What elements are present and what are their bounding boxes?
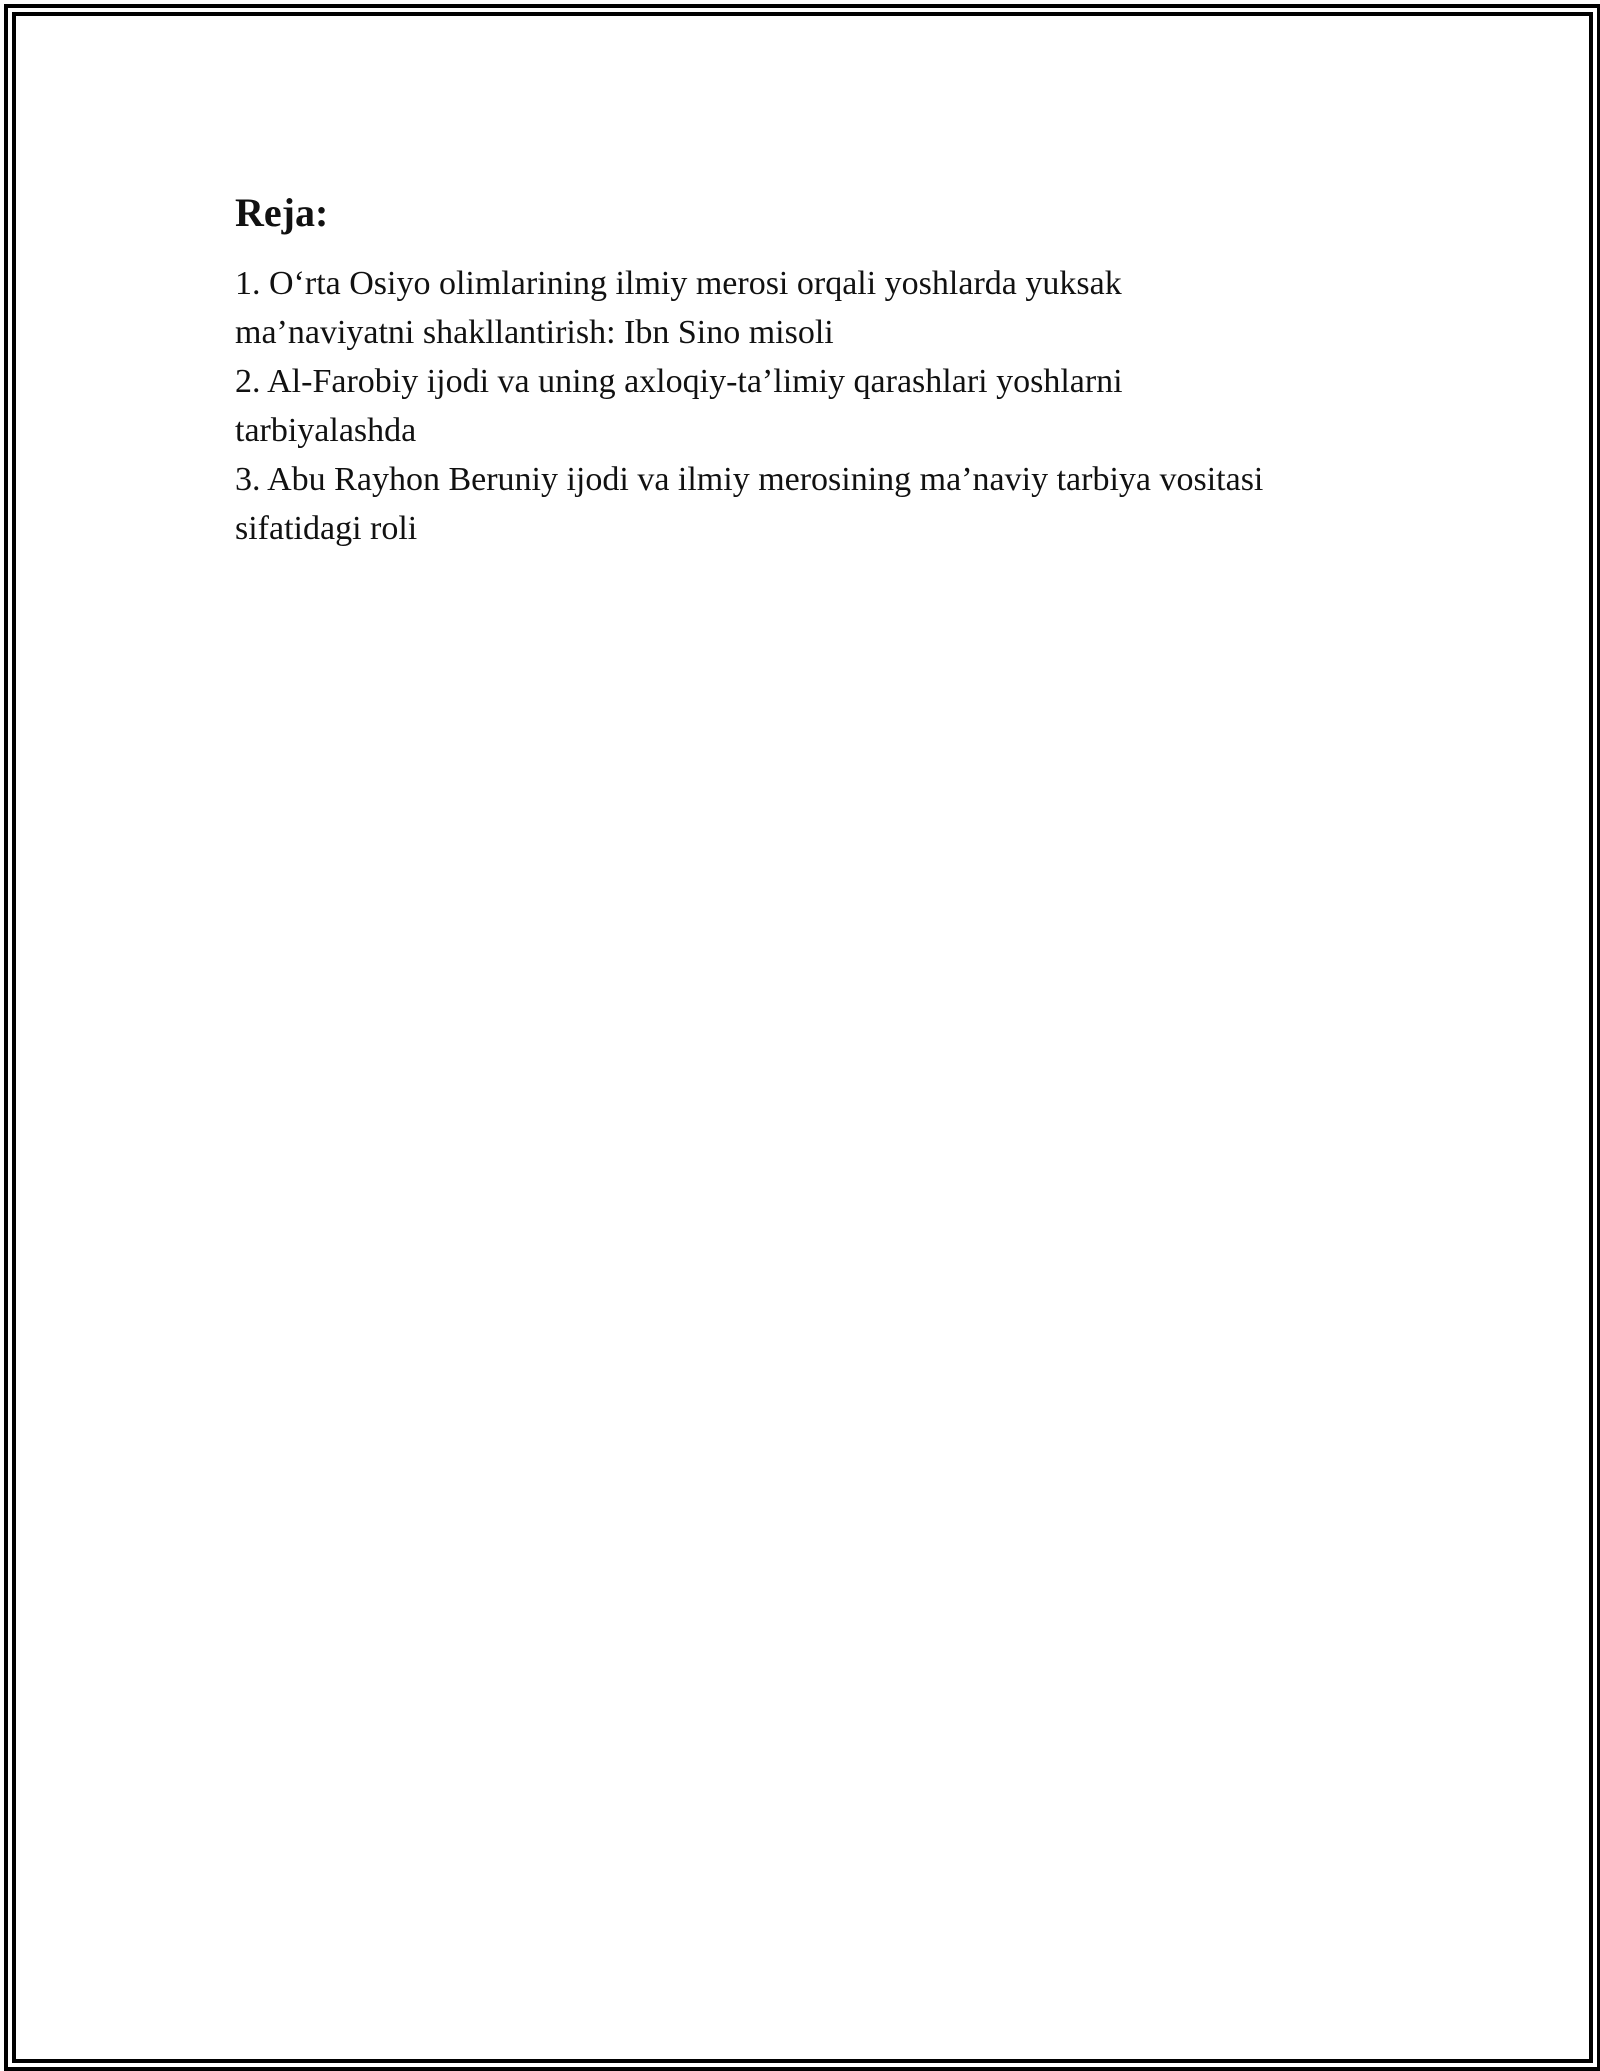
plan-heading: Reja: bbox=[235, 190, 329, 235]
plan-item-3: 3. Abu Rayhon Beruniy ijodi va ilmiy merosining ma’naviy tarbiya vositasi sifatidagi roli bbox=[235, 461, 1264, 547]
plan-item-2: 2. Al-Farobiy ijodi va uning axloqiy-ta’limiy qarashlari yoshlarni tarbiyalashda bbox=[235, 363, 1123, 449]
document-content bbox=[235, 185, 1395, 553]
plan-list bbox=[235, 259, 1395, 553]
plan-item-1: 1. O‘rta Osiyo olimlarining ilmiy merosi orqali yoshlarda yuksak ma’naviyatni shakllantirish: Ibn Sino misoli bbox=[235, 265, 1122, 351]
